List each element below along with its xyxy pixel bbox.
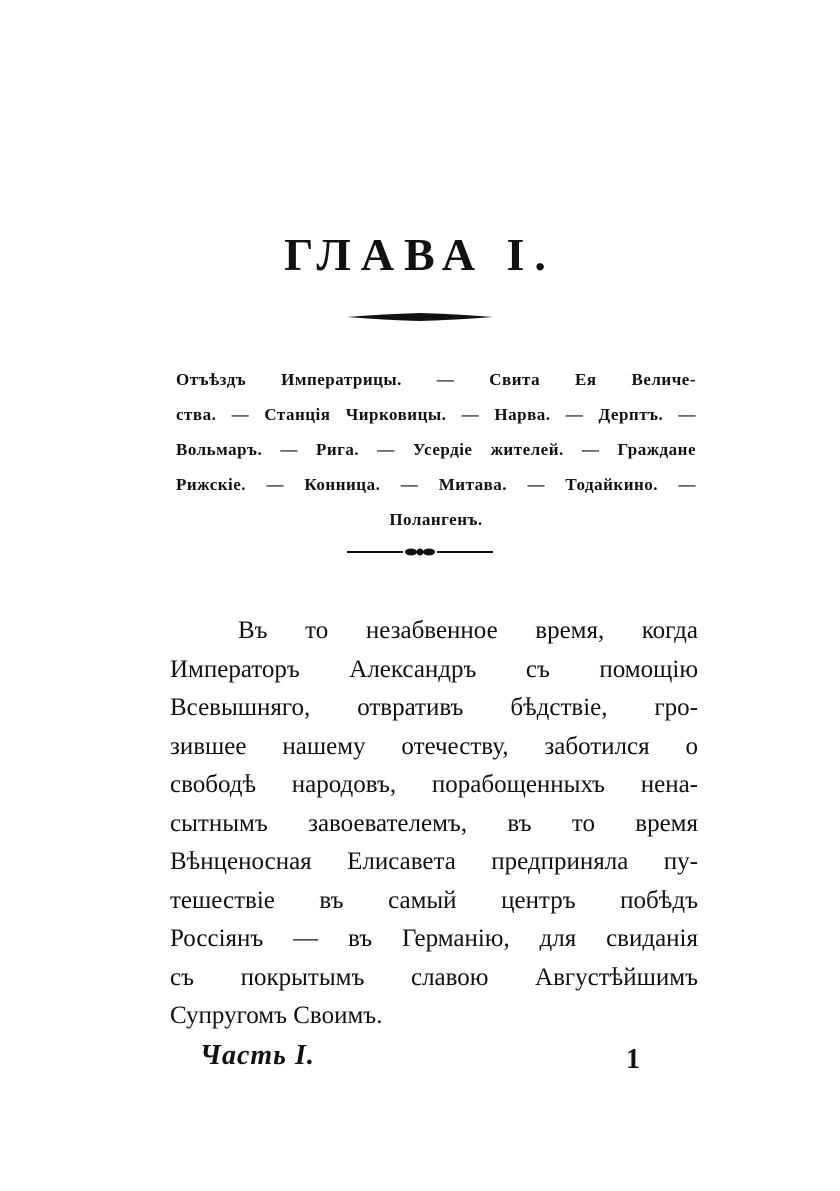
summary-line: ства. — Станція Чирковицы. — Нарва. — Дерптъ. — [176, 405, 696, 424]
body-line: съ покрытымъ славою Августѣйшимъ [170, 963, 698, 991]
body-line: Всевышняго, отвративъ бѣдствіе, гро- [170, 694, 698, 721]
body-line: Императоръ Александръ съ помощію [170, 655, 698, 683]
summary-line: Рижскіе. — Конница. — Митава. — Тодайкино. — [176, 475, 696, 494]
chapter-body-text [170, 612, 698, 1036]
page-number: 1 [626, 1044, 640, 1075]
summary-line: Вольмаръ. — Рига. — Усердіе жителей. — Граждане [176, 440, 696, 459]
signature-mark: Часть I. [200, 1040, 315, 1071]
body-line: Россіянъ — въ Германію, для свиданія [170, 925, 698, 952]
chapter-summary [176, 362, 696, 537]
top-ornamental-rule [345, 308, 495, 326]
summary-line: Полангенъ. [389, 510, 483, 529]
body-line: Супругомъ Своимъ. [170, 1002, 383, 1029]
body-line: сытнымъ завоевателемъ, въ то время [170, 809, 698, 837]
summary-line: Отъѣздъ Императрицы. — Свита Ея Величе- [176, 370, 696, 389]
bottom-ornamental-rule [345, 543, 495, 561]
body-line: свободѣ народовъ, порабощенныхъ нена- [170, 771, 698, 798]
body-line: зившее нашему отечеству, заботился о [170, 732, 698, 760]
body-line: Въ то незабвенное время, когда [238, 617, 698, 644]
body-line: Вѣнценосная Елисавета предприняла пу- [170, 848, 698, 875]
body-line: тешествіе въ самый центръ побѣдъ [170, 886, 698, 914]
chapter-title: ГЛАВА I. [284, 229, 556, 280]
